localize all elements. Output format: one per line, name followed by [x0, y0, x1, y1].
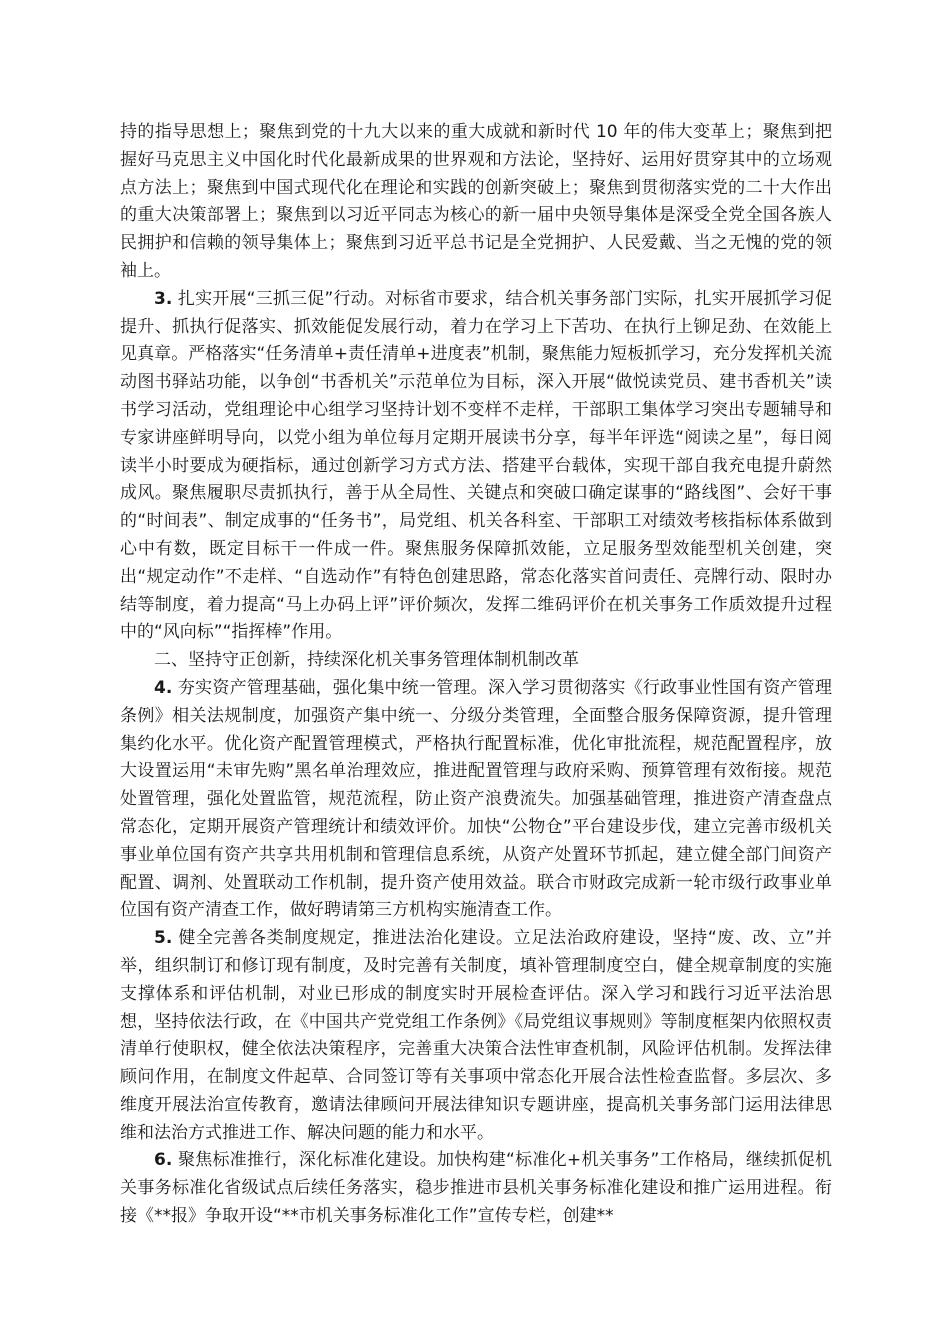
paragraph-text: 持的指导思想上；聚焦到党的十九大以来的重大成就和新时代 10 年的伟大变革上；聚焦到把握好马克思主义中国化时代化最新成果的世界观和方法论，坚持好、运用好贯穿其中的立场观点方法上；聚焦到中国式现代化在理论和实践的创新突破上；聚焦到贯彻落实党的二十大作出的重大决策部署上；聚焦到以习近平同志为核心的新一届中央领导集体是深受全党全国各族人民拥护和信赖的领导集体上；聚焦到习近平总书记是全党拥护、人民爱戴、当之无愧的党的领袖上。: [120, 122, 832, 281]
paragraph-text: 扎实开展“三抓三促”行动。对标省市要求，结合机关事务部门实际，扎实开展抓学习促提升、抓执行促落实、抓效能促发展行动，着力在学习上下苦功、在执行上铆足劲、在效能上见真章。严格落实“任务清单+责任清单+进度表”机制，聚焦能力短板抓学习，充分发挥机关流动图书驿站功能，以争创“书香机关”示范单位为目标，深入开展“做悦读党员、建书香机关”读书学习活动，党组理论中心组学习坚持计划不变样不走样，干部职工集体学习突出专题辅导和专家讲座鲜明导向，以党小组为单位每月定期开展读书分享，每半年评选“阅读之星”，每日阅读半小时要成为硬指标，通过创新学习方式方法、搭建平台载体，实现干部自我充电提升蔚然成风。聚焦履职尽责抓执行，善于从全局性、关键点和突破口确定谋事的“路线图”、会好干事的“时间表”、制定成事的“任务书”，局党组、机关各科室、干部职工对绩效考核指标体系做到心中有数，既定目标干一件成一件。聚焦服务保障抓效能，立足服务型效能型机关创建，突出“规定动作”不走样、“自选动作”有特色创建思路，常态化落实首问责任、亮牌行动、限时办结等制度，着力提高“马上办码上评”评价频次，发挥二维码评价在机关事务工作质效提升过程中的“风向标”“指挥棒”作用。: [120, 288, 832, 643]
document-page: [120, 119, 832, 1231]
paragraph-number: 5.: [154, 928, 173, 949]
paragraph-item-6: [120, 1147, 832, 1230]
paragraph-item-3: [120, 286, 832, 647]
paragraph-text: 夯实资产管理基础，强化集中统一管理。深入学习贯彻落实《行政事业性国有资产管理条例》相关法规制度，加强资产集中统一、分级分类管理，全面整合服务保障资源，提升管理集约化水平。优化资产配置管理模式，严格执行配置标准，优化审批流程，规范配置程序，放大设置运用“未审先购”黑名单治理效应，推进配置管理与政府采购、预算管理有效衔接。规范处置管理，强化处置监管，规范流程，防止资产浪费流失。加强基础管理，推进资产清查盘点常态化，定期开展资产管理统计和绩效评价。加快“公物仓”平台建设步伐，建立完善市级机关事业单位国有资产共享共用机制和管理信息系统，从资产处置环节抓起，建立健全部门间资产配置、调剂、处置联动工作机制，提升资产使用效益。联合市财政完成新一轮市级行政事业单位国有资产清查工作，做好聘请第三方机构实施清查工作。: [120, 677, 832, 921]
paragraph-text: 聚焦标准推行，深化标准化建设。加快构建“标准化+机关事务”工作格局，继续抓促机关事务标准化省级试点后续任务落实，稳步推进市县机关事务标准化建设和推广运用进程。衔接《**报》争取开设“**市机关事务标准化工作”宣传专栏，创建**: [120, 1150, 832, 1227]
paragraph-item-4: [120, 675, 832, 925]
paragraph-number: 3.: [154, 288, 173, 309]
paragraph-number: 6.: [154, 1150, 173, 1171]
paragraph-continuation: [120, 119, 832, 286]
section-heading-text: 二、坚持守正创新，持续深化机关事务管理体制机制改革: [154, 650, 579, 671]
paragraph-item-5: [120, 925, 832, 1147]
section-heading: [120, 647, 832, 675]
paragraph-number: 4.: [154, 677, 173, 698]
paragraph-text: 健全完善各类制度规定，推进法治化建设。立足法治政府建设，坚持“废、改、立”并举，组织制订和修订现有制度，及时完善有关制度，填补管理制度空白，健全规章制度的实施支撑体系和评估机制，对业已形成的制度实时开展检查评估。深入学习和践行习近平法治思想，坚持依法行政，在《中国共产党党组工作条例》《局党组议事规则》等制度框架内依照权责清单行使职权，健全依法决策程序，完善重大决策合法性审查机制，风险评估机制。发挥法律顾问作用，在制度文件起草、合同签订等有关事项中常态化开展合法性检查监督。多层次、多维度开展法治宣传教育，邀请法律顾问开展法律知识专题讲座，提高机关事务部门运用法律思维和法治方式推进工作、解决问题的能力和水平。: [120, 928, 832, 1143]
